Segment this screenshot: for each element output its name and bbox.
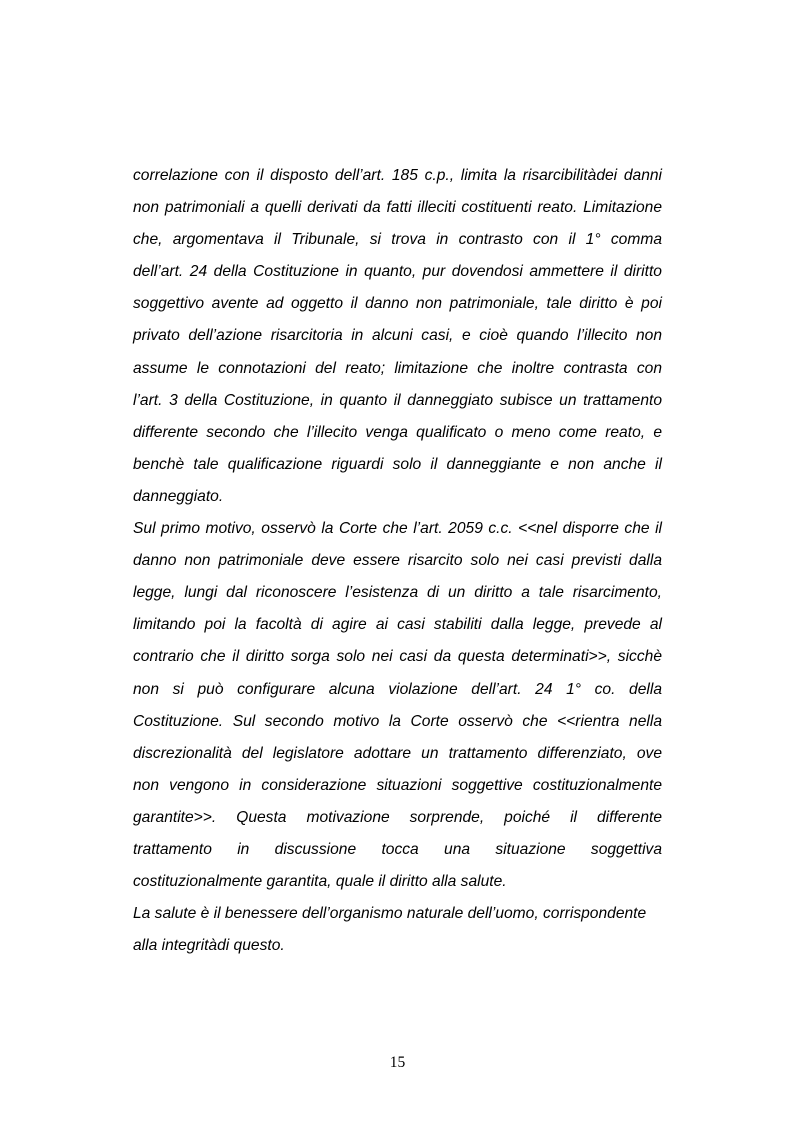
text-line: legge, lungi dal riconoscere l’esistenza di un diritto a tale risarcimento, [133,584,662,602]
text-line: costituzionalmente garantita, quale il diritto alla salute. [133,873,507,891]
text-line: La salute è il benessere dell’organismo naturale dell’uomo, corrispondente [133,905,647,923]
text-line: danneggiato. [133,487,224,505]
text-line: differente secondo che l’illecito venga qualificato o meno come reato, e [133,423,662,441]
text-line: discrezionalità del legislatore adottare un trattamento differenziato, ove [133,744,662,762]
text-line: contrario che il diritto sorga solo nei casi da questa determinati>>, sicchè [133,648,662,666]
text-line: trattamento in discussione tocca una situazione soggettiva [133,840,662,858]
text-line: che, argomentava il Tribunale, si trova in contrasto con il 1° comma [133,231,662,249]
text-line: correlazione con il disposto dell’art. 185 c.p., limita la risarcibilitàdei danni [133,167,662,184]
text-line: non vengono in considerazione situazioni soggettive costituzionalmente [133,776,662,794]
text-line: non patrimoniali a quelli derivati da fatti illeciti costituenti reato. Limitazione [133,199,662,217]
text-line: non si può configurare alcuna violazione dell’art. 24 1° co. della [133,680,662,698]
text-line: Sul primo motivo, osservò la Corte che l’art. 2059 c.c. <<nel disporre che il [133,520,662,538]
text-line: alla integritàdi questo. [133,937,285,955]
text-line: soggettivo avente ad oggetto il danno non patrimoniale, tale diritto è poi [133,295,662,313]
text-line: Costituzione. Sul secondo motivo la Corte osservò che <<rientra nella [133,712,662,730]
page-number: 15 [389,1054,406,1071]
text-line: assume le connotazioni del reato; limitazione che inoltre contrasta con [133,359,662,377]
text-line: benchè tale qualificazione riguardi solo il danneggiante e non anche il [133,455,662,473]
text-line: l’art. 3 della Costituzione, in quanto il danneggiato subisce un trattamento [133,391,662,409]
text-line: dell’art. 24 della Costituzione in quanto, pur dovendosi ammettere il diritto [133,263,662,281]
text-line: danno non patrimoniale deve essere risarcito solo nei casi previsti dalla [133,552,662,570]
text-line: limitando poi la facoltà di agire ai casi stabiliti dalla legge, prevede al [133,616,662,634]
text-line: privato dell’azione risarcitoria in alcuni casi, e cioè quando l’illecito non [133,327,662,345]
body-text [133,160,662,962]
text-line: garantite>>. Questa motivazione sorprende, poiché il differente [133,808,662,826]
